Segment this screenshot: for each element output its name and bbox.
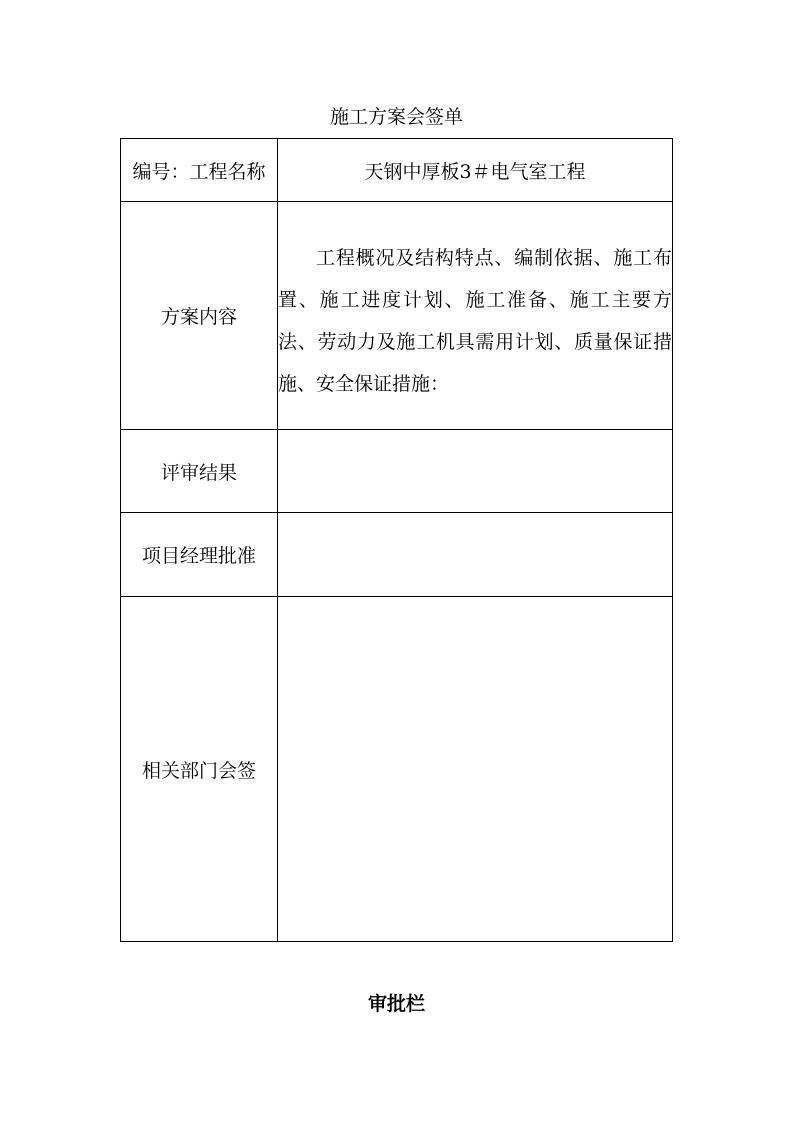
approval-section-heading: 审批栏 — [367, 993, 425, 1015]
project-number-name-label: 编号：工程名称 — [121, 139, 278, 202]
plan-content-label: 方案内容 — [121, 202, 278, 430]
plan-content-cell — [278, 202, 673, 430]
table-row-plan-content — [121, 202, 673, 430]
review-result-field[interactable] — [278, 430, 673, 513]
project-name-value: 天钢中厚板3＃电气室工程 — [278, 139, 673, 202]
table-row-review-result — [121, 430, 673, 513]
manager-approval-label: 项目经理批准 — [121, 513, 278, 597]
department-signoff-label: 相关部门会签 — [121, 597, 278, 942]
table-row-department-signoff — [121, 597, 673, 942]
manager-approval-field[interactable] — [278, 513, 673, 597]
signoff-form-table — [120, 138, 673, 942]
plan-content-text: 工程概况及结构特点、编制依据、施工布置、施工进度计划、施工准备、施工主要方法、劳动力及施工机具需用计划、质量保证措施、安全保证措施： — [278, 246, 672, 395]
table-row-manager-approval — [121, 513, 673, 597]
review-result-label: 评审结果 — [121, 430, 278, 513]
department-signoff-field[interactable] — [278, 597, 673, 942]
document-title: 施工方案会签单 — [329, 106, 463, 128]
table-row-project-name — [121, 139, 673, 202]
